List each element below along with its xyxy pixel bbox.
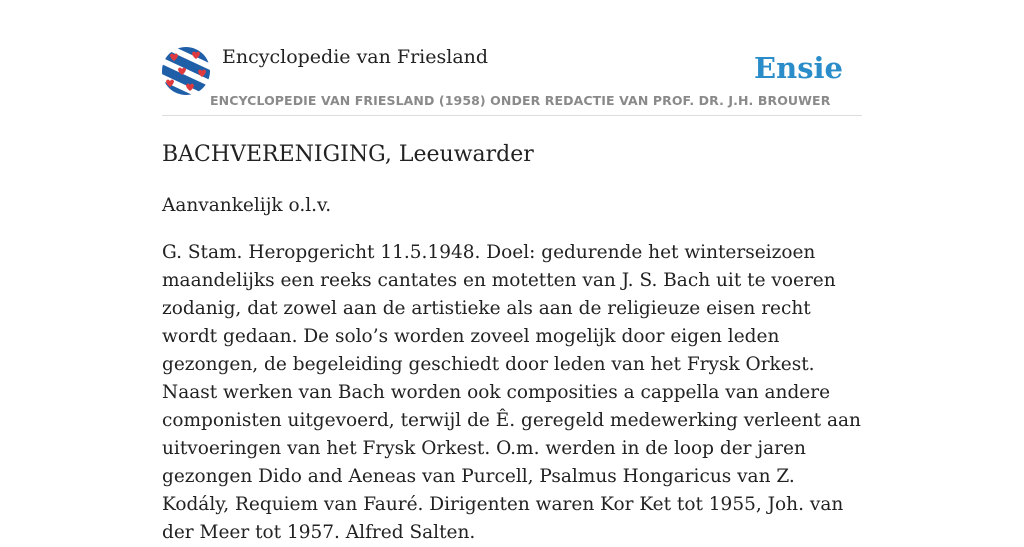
site-header (162, 0, 862, 116)
site-subtitle: ENCYCLOPEDIE VAN FRIESLAND (1958) ONDER REDACTIE VAN PROF. DR. J.H. BROUWER (210, 93, 831, 108)
article-title: BACHVERENIGING, Leeuwarder (162, 142, 534, 167)
friesland-flag-icon[interactable] (162, 47, 210, 95)
site-title[interactable]: Encyclopedie van Friesland (222, 46, 489, 68)
ensie-logo[interactable]: Ensie (754, 51, 843, 85)
article-paragraph: Aanvankelijk o.l.v. (162, 195, 332, 216)
article-paragraph: G. Stam. Heropgericht 11.5.1948. Doel: gedurende het winterseizoen maandelijks een reeks cantates en motetten van J. S. Bach uit te voeren zodanig, dat zowel aan de artistieke als aan de religieuze eisen recht wordt gedaan. De solo’s worden zoveel mogelijk door eigen leden gezongen, de begeleiding geschiedt door leden van het Frysk Orkest. Naast werken van Bach worden ook composities a cappella van andere componisten uitgevoerd, terwijl de Ê. geregeld medewerking verleent aan uitvoeringen van het Frysk Orkest. O.m. werden in de loop der jaren gezongen Dido and Aeneas van Purcell, Psalmus Hongaricus van Z. Kodály, Requiem van Fauré. Dirigenten waren Kor Ket tot 1955, Joh. van der Meer tot 1957. Alfred Salten. (162, 242, 861, 543)
header-divider (162, 115, 862, 116)
article (162, 140, 862, 547)
